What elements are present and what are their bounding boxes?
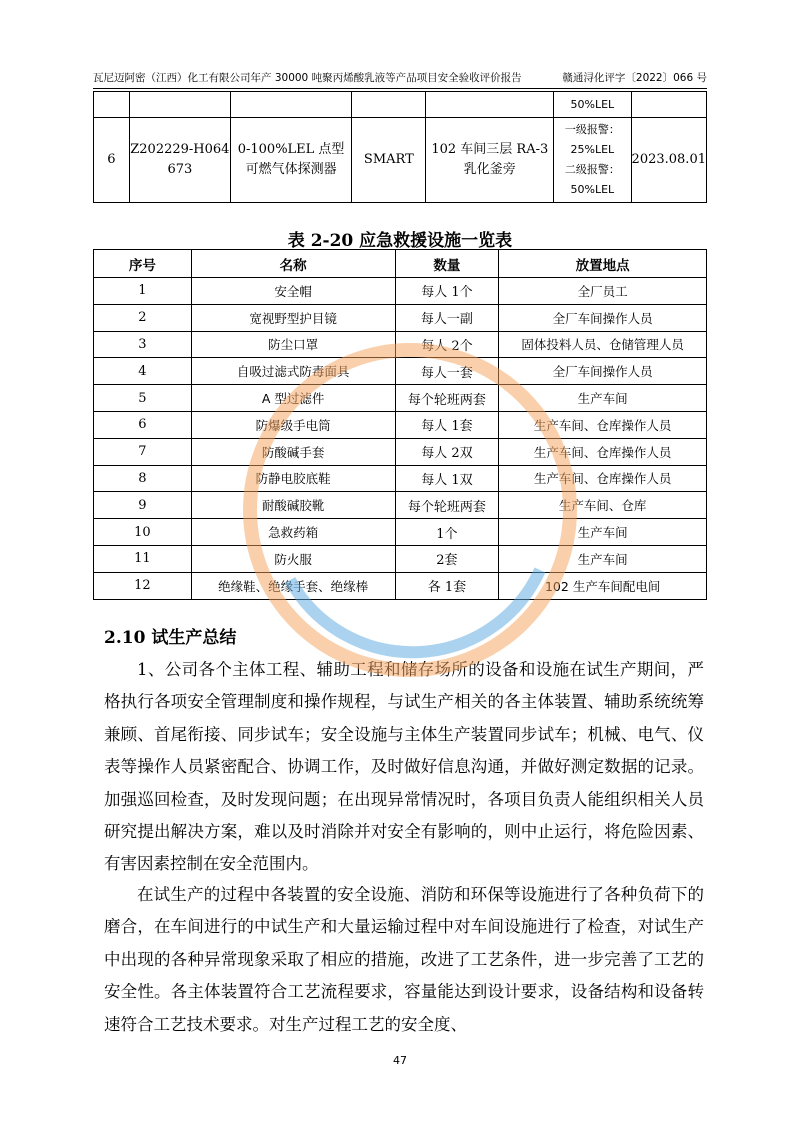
quantity-cell: 各 1套 bbox=[395, 572, 499, 599]
location-cell: 生产车间 bbox=[499, 385, 707, 412]
cert-number-line1: Z202229-H064 bbox=[130, 142, 230, 157]
table-row bbox=[94, 118, 707, 203]
location-cell: 全厂车间操作人员 bbox=[499, 358, 707, 385]
device-name-line2: 可燃气体探测器 bbox=[245, 162, 337, 177]
model-cell: SMART bbox=[352, 118, 426, 203]
quantity-cell: 每人 1个 bbox=[395, 278, 499, 305]
quantity-cell: 每个轮班两套 bbox=[395, 492, 499, 519]
table-row bbox=[94, 278, 707, 305]
row-number-cell: 2 bbox=[94, 304, 192, 331]
header-report-title: 瓦尼迈阿密（江西）化工有限公司年产 30000 吨聚丙烯酸乳液等产品项目安全验收评价报告 bbox=[93, 72, 522, 84]
row-number-cell: 4 bbox=[94, 358, 192, 385]
column-header: 序号 bbox=[94, 250, 192, 278]
row-number-cell: 1 bbox=[94, 278, 192, 305]
quantity-cell: 1个 bbox=[395, 519, 499, 546]
alarm-cell bbox=[554, 118, 631, 203]
section-title: 2.10 试生产总结 bbox=[104, 628, 237, 648]
row-number-cell: 9 bbox=[94, 492, 192, 519]
alarm2-label: 二级报警： bbox=[564, 163, 620, 176]
table-header-row bbox=[94, 250, 707, 278]
row-number-cell: 8 bbox=[94, 465, 192, 492]
table-caption: 表 2-20 应急救援设施一览表 bbox=[287, 231, 513, 251]
table-row bbox=[94, 545, 707, 572]
alarm2-value: 50%LEL bbox=[570, 183, 615, 196]
alarm1-label: 一级报警： bbox=[564, 123, 620, 136]
item-name-cell: 防酸碱手套 bbox=[191, 438, 395, 465]
rescue-facilities-table bbox=[93, 249, 707, 600]
table-row bbox=[94, 385, 707, 412]
quantity-cell: 每人一套 bbox=[395, 358, 499, 385]
quantity-cell: 每人 1双 bbox=[395, 465, 499, 492]
row-number-cell: 10 bbox=[94, 519, 192, 546]
table-row bbox=[94, 465, 707, 492]
cert-number-cell bbox=[129, 118, 230, 203]
item-name-cell: 绝缘鞋、绝缘手套、绝缘棒 bbox=[191, 572, 395, 599]
table-row bbox=[94, 92, 707, 118]
column-header: 放置地点 bbox=[499, 250, 707, 278]
quantity-cell: 每人 2个 bbox=[395, 331, 499, 358]
quantity-cell: 每人 2双 bbox=[395, 438, 499, 465]
location-cell: 固体投料人员、仓储管理人员 bbox=[499, 331, 707, 358]
device-name-line1: 0-100%LEL 点型 bbox=[237, 142, 345, 157]
location-cell: 生产车间、仓库操作人员 bbox=[499, 438, 707, 465]
item-name-cell: 防火服 bbox=[191, 545, 395, 572]
row-number-cell: 5 bbox=[94, 385, 192, 412]
alarm1-value: 25%LEL bbox=[570, 143, 615, 156]
location-cell: 全厂员工 bbox=[499, 278, 707, 305]
table-row bbox=[94, 331, 707, 358]
page-header bbox=[93, 70, 707, 85]
row-number-cell: 11 bbox=[94, 545, 192, 572]
location-line1: 102 车间三层 RA-3 bbox=[431, 142, 549, 157]
page-number: 47 bbox=[393, 1054, 407, 1067]
table-row bbox=[94, 572, 707, 599]
location-cell bbox=[426, 118, 554, 203]
row-number-cell: 3 bbox=[94, 331, 192, 358]
paragraph: 在试生产的过程中各装置的安全设施、消防和环保等设施进行了各种负荷下的磨合，在车间进行的中试生产和大量运输过程中对车间设施进行了检查，对试生产中出现的各种异常现象采取了相应的措施，改进了工艺条件，进一步完善了工艺的安全性。各主体装置符合工艺流程要求，容量能达到设计要求，设备结构和设备转速符合工艺技术要求。对生产过程工艺的安全度、 bbox=[104, 885, 704, 1034]
table-row bbox=[94, 304, 707, 331]
location-cell: 生产车间、仓库 bbox=[499, 492, 707, 519]
item-name-cell: 防尘口罩 bbox=[191, 331, 395, 358]
item-name-cell: 急救药箱 bbox=[191, 519, 395, 546]
detector-table bbox=[93, 91, 707, 203]
device-name-cell bbox=[230, 118, 351, 203]
quantity-cell: 每人 1套 bbox=[395, 411, 499, 438]
item-name-cell: 耐酸碱胶靴 bbox=[191, 492, 395, 519]
header-report-number: 赣通浔化评字〔2022〕066 号 bbox=[562, 72, 707, 84]
item-name-cell: 安全帽 bbox=[191, 278, 395, 305]
location-cell: 102 生产车间配电间 bbox=[499, 572, 707, 599]
header-rule bbox=[93, 88, 707, 89]
alarm-cell: 50%LEL bbox=[554, 92, 631, 118]
table-row bbox=[94, 438, 707, 465]
row-number-cell: 7 bbox=[94, 438, 192, 465]
table-row bbox=[94, 358, 707, 385]
item-name-cell: 防静电胶底鞋 bbox=[191, 465, 395, 492]
table-row bbox=[94, 519, 707, 546]
column-header: 名称 bbox=[191, 250, 395, 278]
table-row bbox=[94, 411, 707, 438]
item-name-cell: A 型过滤件 bbox=[191, 385, 395, 412]
column-header: 数量 bbox=[395, 250, 499, 278]
calibration-date-cell: 2023.08.01 bbox=[631, 118, 706, 203]
row-number-cell: 12 bbox=[94, 572, 192, 599]
quantity-cell: 每人一副 bbox=[395, 304, 499, 331]
location-line2: 乳化釜旁 bbox=[463, 162, 516, 177]
location-cell: 生产车间、仓库操作人员 bbox=[499, 465, 707, 492]
location-cell: 生产车间 bbox=[499, 545, 707, 572]
quantity-cell: 2套 bbox=[395, 545, 499, 572]
row-number: 6 bbox=[94, 118, 130, 203]
item-name-cell: 防爆级手电筒 bbox=[191, 411, 395, 438]
item-name-cell: 宽视野型护目镜 bbox=[191, 304, 395, 331]
cert-number-line2: 673 bbox=[167, 162, 193, 177]
quantity-cell: 每个轮班两套 bbox=[395, 385, 499, 412]
row-number-cell: 6 bbox=[94, 411, 192, 438]
location-cell: 生产车间、仓库操作人员 bbox=[499, 411, 707, 438]
item-name-cell: 自吸过滤式防毒面具 bbox=[191, 358, 395, 385]
table-row bbox=[94, 492, 707, 519]
location-cell: 全厂车间操作人员 bbox=[499, 304, 707, 331]
location-cell: 生产车间 bbox=[499, 519, 707, 546]
paragraph: 1、公司各个主体工程、辅助工程和储存场所的设备和设施在试生产期间，严格执行各项安全管理制度和操作规程，与试生产相关的各主体装置、辅助系统统筹兼顾、首尾衔接、同步试车；安全设施与主体生产装置同步试车；机械、电气、仪表等操作人员紧密配合、协调工作，及时做好信息沟通，并做好测定数据的记录。加强巡回检查，及时发现问题；在出现异常情况时，各项目负责人能组织相关人员研究提出解决方案，难以及时消除并对安全有影响的，则中止运行，将危险因素、有害因素控制在安全范围内。 bbox=[104, 660, 704, 874]
